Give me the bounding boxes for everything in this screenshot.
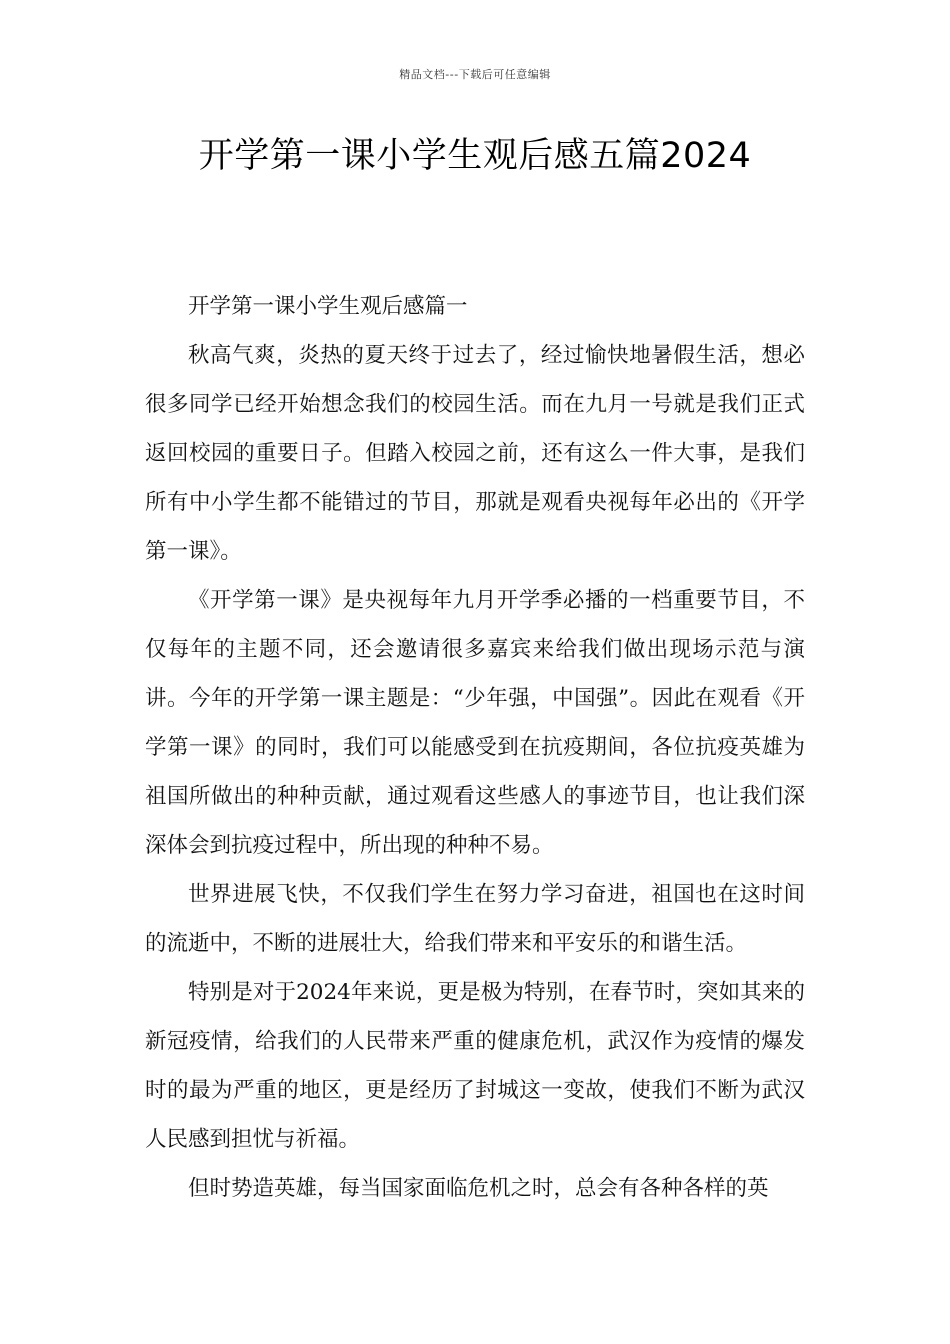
paragraph: 《开学第一课》是央视每年九月开学季必播的一档重要节目，不仅每年的主题不同，还会邀请很多嘉宾来给我们做出现场示范与演讲。今年的开学第一课主题是：“少年强，中国强”。因此在观看《开学第一课》的同时，我们可以能感受到在抗疫期间，各位抗疫英雄为祖国所做出的种种贡献，通过观看这些感人的事迹节目，也让我们深深体会到抗疫过程中，所出现的种种不易。 [145, 588, 805, 858]
document-body [145, 282, 805, 1213]
paragraph: 特别是对于2024年来说，更是极为特别，在春节时，突如其来的新冠疫情，给我们的人民带来严重的健康危机，武汉作为疫情的爆发时的最为严重的地区，更是经历了封城这一变故，使我们不断为武汉人民感到担忧与祈福。 [145, 980, 805, 1152]
header-note: 精品文档---下载后可任意编辑 [399, 68, 551, 81]
paragraph: 世界进展飞快，不仅我们学生在努力学习奋进，祖国也在这时间的流逝中，不断的进展壮大，给我们带来和平安乐的和谐生活。 [145, 882, 805, 956]
paragraph: 秋高气爽，炎热的夏天终于过去了，经过愉快地暑假生活，想必很多同学已经开始想念我们的校园生活。而在九月一号就是我们正式返回校园的重要日子。但踏入校园之前，还有这么一件大事，是我们所有中小学生都不能错过的节目，那就是观看央视每年必出的《开学第一课》。 [145, 343, 805, 564]
section-heading: 开学第一课小学生观后感篇一 [188, 294, 468, 319]
document-title: 开学第一课小学生观后感五篇2024 [198, 136, 752, 176]
paragraph: 但时势造英雄，每当国家面临危机之时，总会有各种各样的英 [188, 1176, 769, 1201]
